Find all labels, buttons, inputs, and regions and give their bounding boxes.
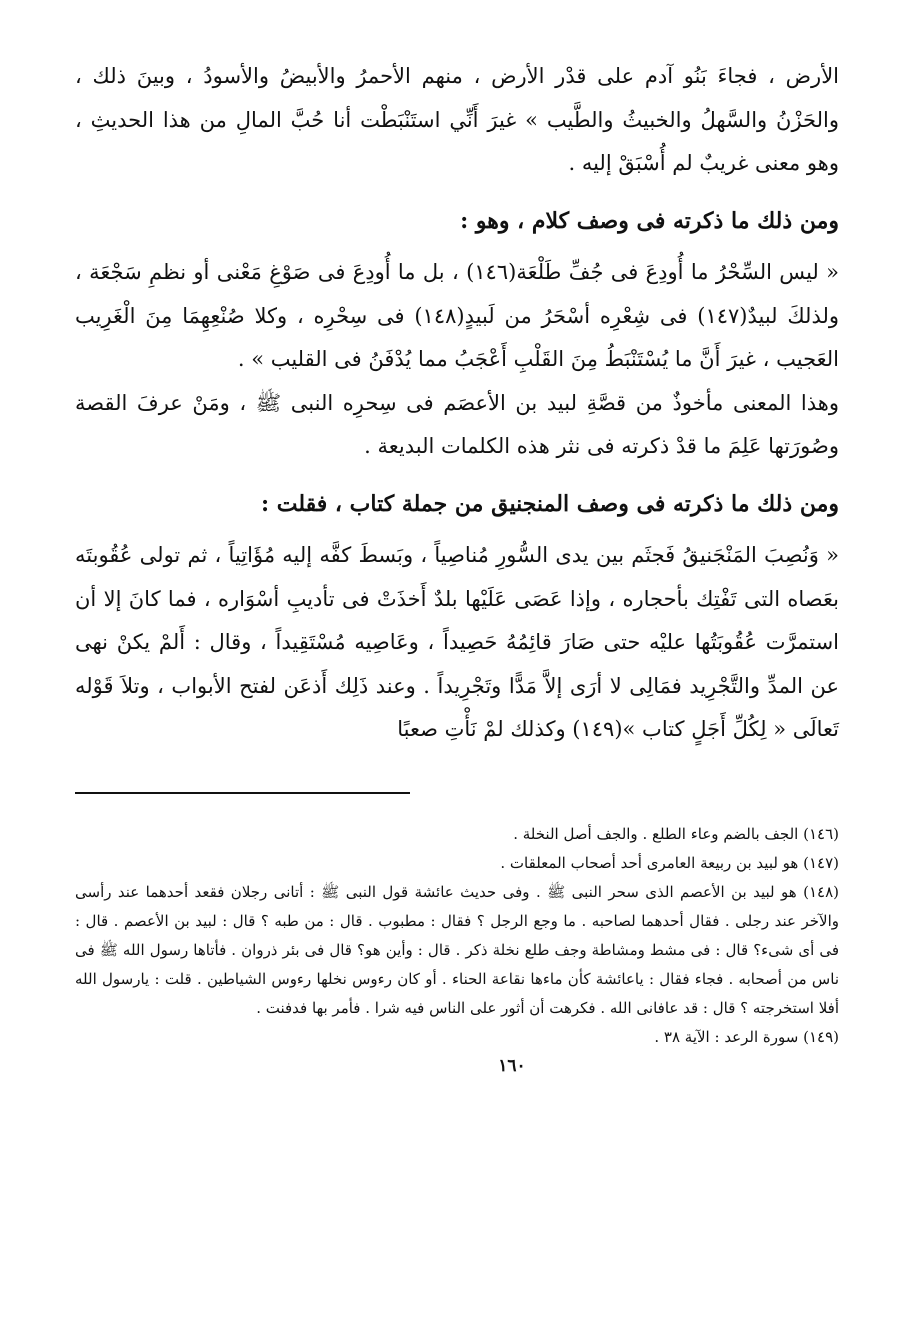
paragraph-3: وهذا المعنى مأخوذٌ من قصَّةِ لبيد بن الأعصَم فى سِحرِه النبى ﷺ ، ومَنْ عرفَ القصة وصُورَتها عَلِمَ ما قدْ ذكرته فى نثر هذه الكلمات البديعة .: [75, 390, 839, 458]
section-heading-speech: ومن ذلك ما ذكرته فى وصف كلام ، وهو :: [460, 207, 839, 234]
footnote-146: (١٤٦) الجف بالضم وعاء الطلع . والجف أصل النخلة .: [513, 824, 839, 843]
section-heading-catapult: ومن ذلك ما ذكرته فى وصف المنجنيق من جملة كتاب ، فقلت :: [260, 490, 839, 517]
footnote-147: (١٤٧) هو لبيد بن ربيعة العامرى أحد أصحاب المعلقات .: [500, 853, 839, 872]
page-number: ١٦٠: [498, 1055, 526, 1076]
paragraph-1: الأرض ، فجاءَ بَنُو آدم على قدْر الأرض ، منهم الأحمرُ والأبيضُ والأسودُ ، وبينَ ذلك ، والحَزْنُ والسَّهلُ والخبيثُ والطَّيب » غيرَ أَنِّي استَنْبَطْت أنا حُبَّ المالِ من هذا الحديثِ ، وهو معنى غريبٌ لم أُسْبَقْ إليه .: [75, 64, 839, 175]
footnote-divider: [75, 792, 410, 794]
paragraph-4: « وَنُصِبَ المَنْجَنيقُ فَجثَم بين يدى السُّورِ مُناصِياً ، وبَسطَ كفَّه إليه مُؤَاتِياً ، ثم تولى عُقُوبتَه بعَصاه التى تَفْتِك بأحجاره ، وإذا عَصَى عَلَيْها بلدٌ أَخذَتْ فى تأديبِ أسْوَاره ، فما كانَ إلا أن استمرَّت عُقُوبَتُها عليْه حتى صَارَ قائِمُهُ حَصِيداً ، وعَاصِيه مُسْتَقِيداً ، وقال : أَلمْ يكنْ نهى عن المدِّ والتَّجْرِيد فمَالِى لا أرَى إلاَّ مَدًّا وتَجْرِيداً . وعند ذَلِك أَذعَن لفتح الأبواب ، وتلاَ قَوْله تَعالَى « لِكُلِّ أَجَلٍ كتاب »(١٤٩) وكذلك لمْ نَأْتِ صعبًا: [75, 543, 839, 741]
footnote-149: (١٤٩) سورة الرعد : الآية ٣٨ .: [654, 1027, 839, 1046]
footnotes: [75, 820, 839, 1052]
footnote-148: (١٤٨) هو لبيد بن الأعصم الذى سحر النبى ﷺ . وفى حديث عائشة قول النبى ﷺ : أتانى رجلان فقعد أحدهما عند رأسى والآخر عند رجلى . فقال أحدهما لصاحبه . ما وجع الرجل ؟ فقال : مطبوب . قال : من طبه ؟ قال : لبيد بن الأعصم . قال : فى أى شىء؟ قال : فى مشط ومشاطة وجف طلع نخلة ذكر . قال : وأين هو؟ قال فى بئر ذروان . فأتاها رسول الله ﷺ فى ناس من أصحابه . فجاء فقال : ياعائشة كأن ماءها نقاعة الحناء . أو كان رءوس نخلها رءوس الشياطين . قلت : يارسول الله أفلا استخرجته ؟ قال : قد عافانى الله . فكرهت أن أثور على الناس فيه شرا . فأمر بها فدفنت .: [75, 882, 839, 1017]
paragraph-2: « ليس السِّحْرُ ما أُودِعَ فى جُفِّ طَلْعَة(١٤٦) ، بل ما أُودِعَ فى صَوْغِ مَعْنى أو نظمِ سَجْعَة ، ولذلكَ لبيدٌ(١٤٧) فى شِعْرِه أسْحَرُ من لَبيدٍ(١٤٨) فى سِحْرِه ، وكلا صُنْعِهِمَا مِنَ الْغَرِيب العَجيب ، غيرَ أَنَّ ما يُسْتَنْبَطُ مِنَ القَلْبِ أَعْجَبُ مما يُدْفَنُ فى القليب » .: [75, 260, 840, 371]
